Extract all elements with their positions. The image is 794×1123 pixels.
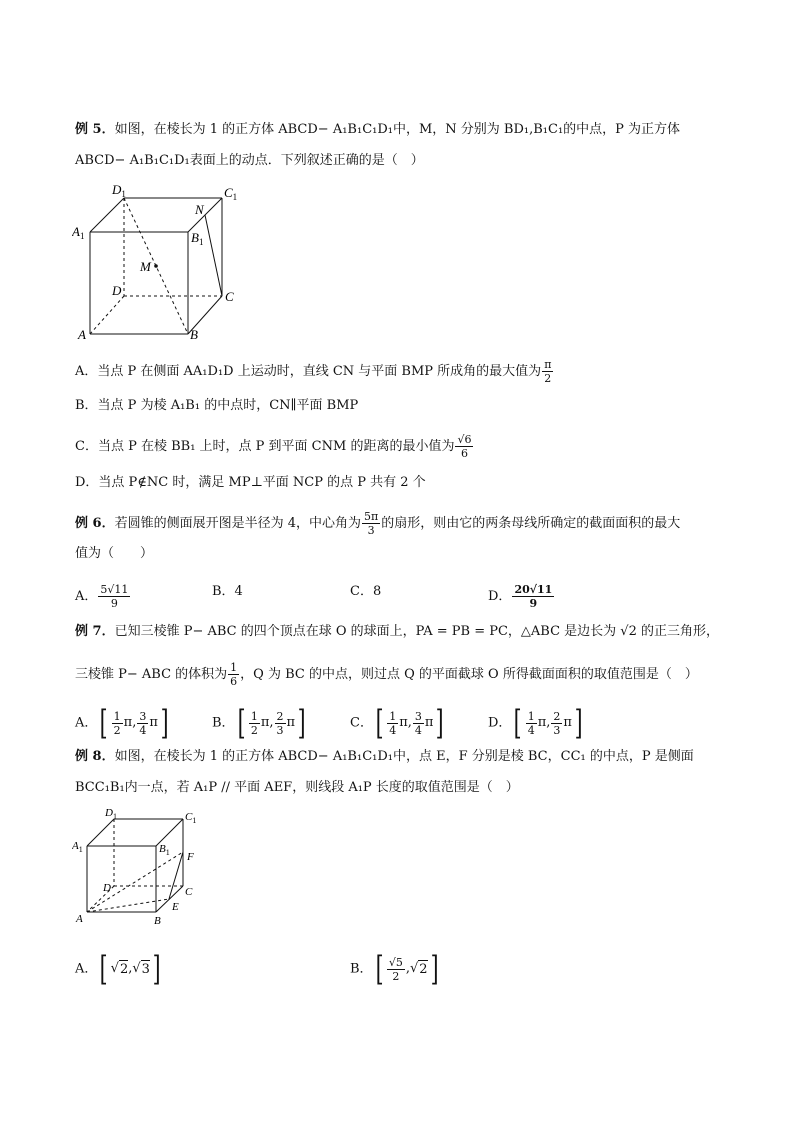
ex7-choice-d: D． [ $\frac{1}{4}$ π , $\frac{2}{3}$ π ] [488, 703, 583, 743]
fraction-denominator: 3 [276, 723, 284, 737]
comma: , [407, 715, 412, 730]
ex6-choice-a [75, 583, 131, 610]
ex5-line-1 [75, 121, 680, 139]
label-c: C [185, 886, 193, 898]
label-b1: $B_1$ [159, 843, 170, 857]
fraction-numerator: 5√11 [100, 583, 129, 596]
fraction-numerator: 1 [113, 709, 121, 723]
label-d: D [112, 283, 122, 298]
fraction-denominator: 2 [250, 723, 258, 737]
choice-letter: A． [75, 715, 98, 731]
choice-text: B．4 [212, 584, 243, 599]
fraction-denominator: 4 [414, 723, 422, 737]
pi-symbol: π [563, 715, 572, 730]
choice-letter: A． [75, 589, 98, 604]
ex6-choice-c [350, 583, 381, 601]
ex8-text-1: 如图，在棱长为 1 的正方体 ABCD− A₁B₁C₁D₁中，点 E，F 分别是棱 BC，CC₁ 的中点，P 是侧面 [114, 749, 694, 764]
ex7-text-1: 已知三棱锥 P− ABC 的四个顶点在球 O 的球面上，PA = PB = PC，△ABC 是边长为 √2 的正三角形， [114, 624, 719, 639]
label-d: D [103, 882, 111, 894]
ex5-option-c [75, 433, 474, 460]
fraction-denominator: 4 [527, 723, 535, 737]
label-a: A [78, 327, 86, 342]
fraction-denominator: 2 [392, 969, 400, 983]
label-b: B [154, 915, 161, 927]
sqrt-radicand: 2 [119, 961, 129, 977]
fraction-numerator: √5 [388, 955, 403, 969]
ex8-choice-b: B． [ $\frac{√5}{2}$ ,√ 2 ] [350, 949, 439, 989]
choice-text: C．8 [350, 584, 382, 599]
ex8-line-2 [75, 779, 519, 797]
ex5-option-d-text: D．当点 P∉NC 时，满足 MP⊥平面 NCP 的点 P 共有 2 个 [75, 475, 426, 490]
ex8-text-2: BCC₁B₁内一点，若 A₁P // 平面 AEF，则线段 A₁P 长度的取值范围是（ ） [75, 780, 519, 795]
ex6-choice-d-fraction [512, 583, 554, 610]
ex8-choice-a: A． [ √ 2 ,√ 3 ] [75, 949, 161, 989]
label-e: E [172, 901, 179, 913]
ex7-text-2a: 三棱锥 P− ABC 的体积为 [75, 667, 228, 682]
fraction-denominator: 9 [529, 597, 538, 610]
label-d1: $D_1$ [112, 182, 126, 199]
pi-symbol: π [149, 715, 158, 730]
comma: , [269, 715, 274, 730]
ex5-option-a-text: A．当点 P 在侧面 AA₁D₁D 上运动时，直线 CN 与平面 BMP 所成角的最大值为 [75, 364, 542, 379]
fraction-denominator: 3 [367, 524, 375, 537]
choice-letter: A． [75, 961, 98, 977]
label-a1: $A_1$ [72, 840, 83, 854]
fraction-numerator: 5π [363, 510, 379, 523]
ex5-label: 例 5． [75, 122, 115, 137]
label-a: A [76, 913, 83, 925]
ex6-label: 例 6． [75, 516, 115, 531]
choice-letter: D． [488, 715, 512, 731]
ex5-option-a [75, 358, 554, 385]
ex5-line-2 [75, 152, 424, 170]
ex8-line-1 [75, 748, 694, 766]
ex6-choice-d [488, 583, 555, 610]
label-c: C [225, 289, 234, 304]
ex6-text-1a: 若圆锥的侧面展开图是半径为 4，中心角为 [114, 516, 361, 531]
ex5-option-c-text: C．当点 P 在棱 BB₁ 上时，点 P 到平面 CNM 的距离的最小值为 [75, 439, 455, 454]
pi-symbol: π [123, 715, 133, 730]
ex7-line-2 [75, 661, 698, 688]
ex6-line-1 [75, 510, 680, 537]
fraction-numerator: 1 [250, 709, 258, 723]
ex8-cube-figure [72, 806, 212, 931]
ex6-choice-a-fraction [98, 583, 130, 610]
fraction-numerator: √6 [457, 433, 472, 446]
fraction-numerator: 2 [553, 709, 561, 723]
ex7-line-1 [75, 623, 719, 641]
ex5-option-a-fraction [542, 358, 553, 385]
sqrt-radicand: 2 [419, 961, 428, 977]
fraction-numerator: 3 [139, 709, 147, 723]
label-b1: $B_1$ [191, 230, 204, 247]
label-n: N [195, 202, 204, 217]
fraction-numerator: 20√11 [514, 583, 553, 596]
fraction-denominator: 6 [460, 447, 468, 460]
ex7-choice-b: B． [ $\frac{1}{2}$ π , $\frac{2}{3}$ π ] [212, 703, 306, 743]
fraction-denominator: 3 [553, 723, 561, 737]
choice-letter: B． [212, 715, 235, 731]
ex7-choice-c: C． [ $\frac{1}{4}$ π , $\frac{3}{4}$ π ] [350, 703, 445, 743]
ex8-label: 例 8． [75, 749, 115, 764]
choice-letter: D． [488, 589, 512, 604]
label-d1: $D_1$ [105, 807, 117, 821]
fraction-numerator: 1 [527, 709, 535, 723]
choice-letter: B． [350, 961, 373, 977]
label-c1: $C_1$ [185, 811, 197, 825]
ex7-text-2b: ，Q 为 BC 的中点，则过点 Q 的平面截球 O 所得截面面积的取值范围是（ ） [240, 667, 698, 682]
fraction-denominator: 6 [230, 675, 238, 688]
ex7-label: 例 7． [75, 624, 115, 639]
ex7-volume-fraction [228, 661, 239, 688]
ex5-text-1: 如图，在棱长为 1 的正方体 ABCD− A₁B₁C₁D₁中，M，N 分别为 BD₁,B₁C₁的中点，P 为正方体 [114, 122, 681, 137]
ex5-text-2: ABCD− A₁B₁C₁D₁表面上的动点．下列叙述正确的是（ ） [75, 153, 424, 168]
ex6-choice-b [212, 583, 243, 601]
fraction-denominator: 4 [389, 723, 397, 737]
comma: , [132, 715, 137, 730]
label-a1: $A_1$ [72, 224, 85, 241]
ex6-line-2 [75, 545, 153, 563]
ex5-option-b-text: B．当点 P 为棱 A₁B₁ 的中点时，CN∥平面 BMP [75, 398, 359, 413]
pi-symbol: π [537, 715, 547, 730]
pi-symbol: π [399, 715, 408, 730]
ex5-option-c-fraction [455, 433, 473, 460]
ex6-angle-fraction [362, 510, 380, 537]
fraction-numerator: π [544, 358, 552, 371]
ex5-option-b [75, 397, 358, 415]
label-f: F [187, 851, 194, 863]
ex6-text-2: 值为（ ） [75, 546, 154, 561]
fraction-denominator: 2 [544, 372, 552, 385]
pi-symbol: π [286, 715, 296, 730]
choice-letter: C． [350, 715, 373, 731]
pi-symbol: π [424, 715, 434, 730]
ex7-choice-a: A． [ $\frac{1}{2}$ π , $\frac{3}{4}$ π ] [75, 703, 169, 743]
label-c1: $C_1$ [224, 185, 238, 202]
pi-symbol: π [260, 715, 270, 730]
fraction-numerator: 1 [389, 709, 397, 723]
fraction-numerator: 3 [414, 709, 422, 723]
ex5-option-d [75, 474, 426, 492]
label-m: M [140, 259, 151, 274]
fraction-denominator: 9 [110, 597, 118, 610]
fraction-numerator: 2 [276, 709, 284, 723]
ex5-cube-figure [72, 182, 252, 342]
sqrt-radicand: 3 [141, 961, 150, 977]
label-b: B [190, 327, 198, 342]
ex6-text-1b: 的扇形，则由它的两条母线所确定的截面面积的最大 [381, 516, 681, 531]
comma: , [546, 715, 551, 730]
fraction-denominator: 2 [113, 723, 121, 737]
fraction-denominator: 4 [139, 723, 147, 737]
fraction-numerator: 1 [230, 661, 238, 674]
